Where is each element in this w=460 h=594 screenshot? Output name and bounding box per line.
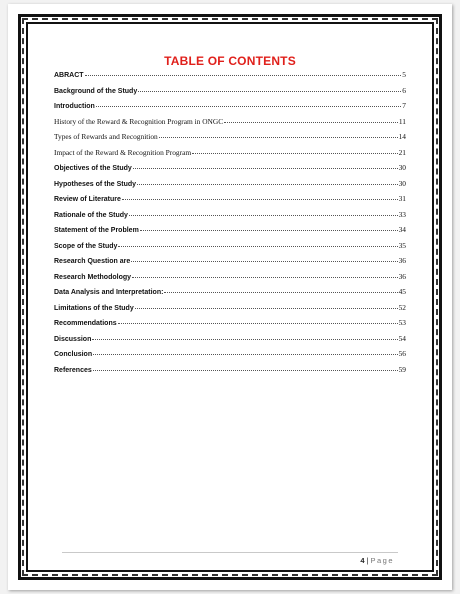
- toc-entry-label: Data Analysis and Interpretation:: [54, 289, 164, 296]
- toc-dot-leader: [122, 199, 398, 200]
- toc-entry[interactable]: [54, 241, 406, 257]
- toc-dot-leader: [118, 246, 397, 247]
- toc-entry[interactable]: [54, 272, 406, 288]
- toc-entry-label: References: [54, 366, 92, 374]
- toc-entry-label: Impact of the Reward & Recognition Program: [54, 147, 192, 157]
- toc-entry-page: 56: [398, 349, 406, 358]
- toc-entry[interactable]: [54, 365, 406, 381]
- toc-entry-label: Review of Literature: [54, 196, 121, 203]
- toc-entry[interactable]: [54, 70, 406, 86]
- toc-dot-leader: [131, 261, 397, 262]
- toc-dot-leader: [96, 106, 401, 107]
- toc-entry[interactable]: [54, 194, 406, 210]
- toc-entry[interactable]: [54, 210, 406, 226]
- toc-entry[interactable]: [54, 101, 406, 117]
- toc-dot-leader: [92, 339, 397, 340]
- toc-entry-label: Limitations of the Study: [54, 304, 134, 312]
- toc-entry-page: 36: [398, 271, 406, 281]
- toc-entry-label: Background of the Study: [54, 87, 138, 95]
- toc-entry-page: 31: [398, 194, 406, 203]
- toc-entry[interactable]: [54, 303, 406, 319]
- toc-dot-leader: [140, 230, 398, 231]
- toc-dot-leader: [224, 122, 398, 123]
- toc-entry-label: Conclusion: [54, 351, 93, 358]
- toc-dot-leader: [192, 153, 398, 154]
- toc-entry[interactable]: [54, 132, 406, 148]
- toc-entry-label: Research Methodology: [54, 273, 132, 281]
- toc-entry-label: Objectives of the Study: [54, 165, 132, 172]
- toc-entry-page: 30: [398, 163, 406, 172]
- footer-separator: |: [366, 556, 369, 565]
- toc-dot-leader: [164, 292, 397, 293]
- toc-entry-label: Recommendations: [54, 320, 117, 327]
- toc-entry[interactable]: [54, 163, 406, 179]
- toc-entry-label: Rationale of the Study: [54, 211, 128, 219]
- toc-dot-leader: [132, 277, 398, 278]
- toc-dot-leader: [93, 354, 397, 355]
- toc-entry-label: Types of Rewards and Recognition: [54, 132, 158, 141]
- toc-entry-page: 11: [398, 116, 406, 126]
- toc-dot-leader: [85, 75, 402, 76]
- toc-entry-label: Discussion: [54, 335, 92, 343]
- footer-page-number: 4: [360, 556, 365, 565]
- toc-entry-page: 53: [398, 318, 406, 327]
- toc-entry-page: 59: [398, 364, 406, 374]
- toc-dot-leader: [137, 184, 398, 185]
- toc-entry-page: 7: [402, 101, 406, 110]
- toc-entry-page: 36: [398, 256, 406, 265]
- toc-dot-leader: [138, 91, 401, 92]
- toc-entry-page: 6: [402, 85, 406, 95]
- toc-entry-page: 21: [398, 147, 406, 157]
- toc-entry-label: Introduction: [54, 103, 95, 110]
- toc-entry[interactable]: [54, 318, 406, 334]
- toc-dot-leader: [93, 370, 398, 371]
- toc-dot-leader: [159, 137, 398, 138]
- page-footer: [360, 556, 394, 565]
- toc-entry-label: Hypotheses of the Study: [54, 180, 137, 188]
- toc-entry-label: Research Question are: [54, 258, 131, 265]
- toc-entry[interactable]: [54, 256, 406, 272]
- toc-entry-page: 14: [398, 132, 406, 141]
- toc-entry-page: 34: [398, 225, 406, 234]
- toc-dot-leader: [133, 168, 398, 169]
- toc-entry-page: 5: [402, 70, 406, 79]
- toc-entry-label: Scope of the Study: [54, 242, 118, 250]
- toc-entry-page: 54: [398, 333, 406, 343]
- toc-entry[interactable]: [54, 179, 406, 195]
- toc-dot-leader: [129, 215, 398, 216]
- toc-entry-label: ABRACT: [54, 72, 84, 79]
- toc-dot-leader: [135, 308, 398, 309]
- toc-entry-page: 33: [398, 209, 406, 219]
- toc-entry-page: 30: [398, 178, 406, 188]
- toc-entry[interactable]: [54, 287, 406, 303]
- footer-rule: [62, 552, 398, 553]
- toc-entry-page: 35: [398, 240, 406, 250]
- toc-entry-label: History of the Reward & Recognition Program in ONGC: [54, 116, 224, 126]
- toc-entry[interactable]: [54, 349, 406, 365]
- toc-entry[interactable]: [54, 117, 406, 133]
- toc-entry-page: 52: [398, 302, 406, 312]
- toc-entry[interactable]: [54, 86, 406, 102]
- toc-entry-page: 45: [398, 287, 406, 296]
- toc-entry-label: Statement of the Problem: [54, 227, 139, 234]
- toc-title: TABLE OF CONTENTS: [164, 54, 296, 68]
- toc-list: [54, 70, 406, 380]
- document-page: [8, 4, 452, 590]
- toc-entry[interactable]: [54, 334, 406, 350]
- toc-entry[interactable]: [54, 225, 406, 241]
- toc-dot-leader: [118, 323, 398, 324]
- footer-page-word: Page: [370, 556, 394, 565]
- toc-entry[interactable]: [54, 148, 406, 164]
